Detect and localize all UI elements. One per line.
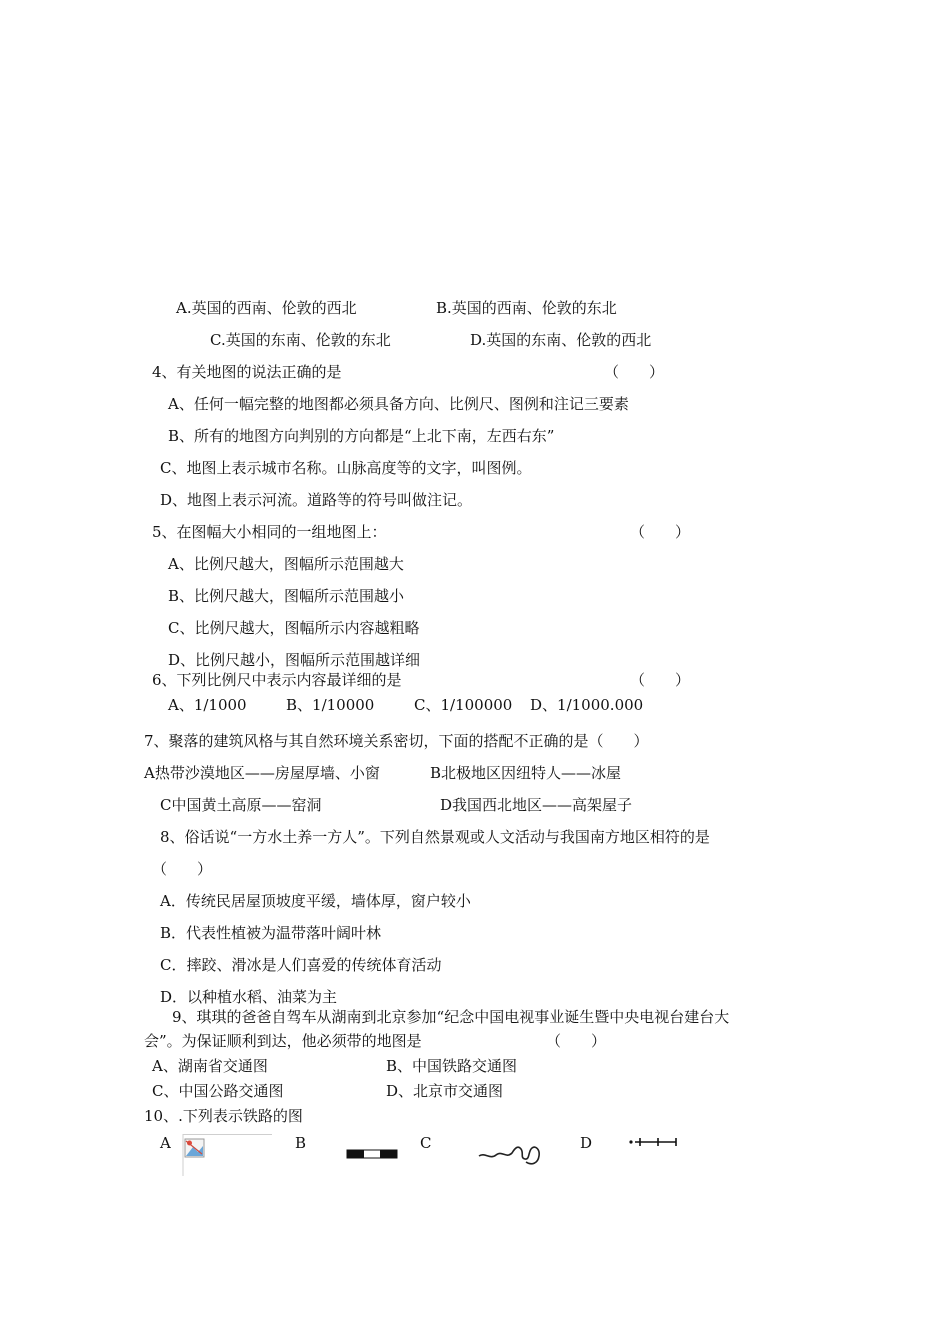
q7-option-a: A热带沙漠地区——房屋厚墙、小窗: [144, 764, 380, 782]
q5-answer-paren: （ ）: [630, 523, 691, 541]
q5-option-a: A、比例尺越大，图幅所示范围越大: [168, 555, 404, 573]
q6-option-b: B、1/10000: [286, 696, 375, 714]
q10-label-d: D: [580, 1134, 593, 1152]
q9-stem-line1: 9、琪琪的爸爸自驾车从湖南到北京参加“纪念中国电视事业诞生暨中央电视台建台大: [172, 1008, 730, 1026]
q8-answer-paren: （ ）: [152, 860, 213, 878]
q9-stem-line2: 会”。为保证顺利到达，他必须带的地图是: [144, 1032, 422, 1050]
q8-option-a: A．传统民居屋顶坡度平缓，墙体厚，窗户较小: [160, 892, 471, 910]
q9-option-b: B、中国铁路交通图: [386, 1057, 518, 1075]
q9-answer-paren: （ ）: [546, 1032, 607, 1050]
q4-option-b: B、所有的地图方向判别的方向都是“上北下南，左西右东”: [168, 427, 555, 445]
q9-option-c: C、中国公路交通图: [152, 1082, 284, 1100]
q5-option-d: D、比例尺越小，图幅所示范围越详细: [168, 651, 421, 669]
q4-option-c: C、地图上表示城市名称。山脉高度等的文字，叫图例。: [160, 459, 532, 477]
river-symbol-icon: [478, 1140, 544, 1170]
q9-option-d: D、北京市交通图: [386, 1082, 504, 1100]
q4-option-d: D、地图上表示河流。道路等的符号叫做注记。: [160, 491, 473, 509]
q7-option-d: D我国西北地区——高架屋子: [440, 796, 633, 814]
q4-option-a: A、任何一幅完整的地图都必须具备方向、比例尺、图例和注记三要素: [168, 395, 629, 413]
q6-answer-paren: （ ）: [630, 671, 691, 689]
q8-option-c: C．摔跤、滑冰是人们喜爱的传统体育活动: [160, 956, 442, 974]
q8-stem: 8、俗话说“一方水土养一方人”。下列自然景观或人文活动与我国南方地区相符的是: [160, 828, 710, 846]
q5-stem: 5、在图幅大小相同的一组地图上：: [152, 523, 387, 541]
q6-option-a: A、1/1000: [168, 696, 247, 714]
q3-option-d: D.英国的东南、伦敦的西北: [470, 331, 652, 349]
q9-option-a: A、湖南省交通图: [152, 1057, 268, 1075]
q10-label-c: C: [420, 1134, 432, 1152]
q8-option-d: D．以种植水稻、油菜为主: [160, 988, 338, 1006]
q10-label-b: B: [295, 1134, 307, 1152]
q8-option-b: B．代表性植被为温带落叶阔叶林: [160, 924, 382, 942]
q7-option-c: C中国黄土高原——窑洞: [160, 796, 322, 814]
q3-option-a: A.英国的西南、伦敦的西北: [176, 299, 357, 317]
q6-stem: 6、下列比例尺中表示内容最详细的是: [152, 671, 402, 689]
q7-option-b: B北极地区因纽特人——冰屋: [430, 764, 622, 782]
q5-option-b: B、比例尺越大，图幅所示范围越小: [168, 587, 405, 605]
boundary-symbol-icon: [628, 1136, 678, 1148]
q3-option-b: B.英国的西南、伦敦的东北: [436, 299, 617, 317]
q4-answer-paren: （ ）: [604, 363, 665, 381]
q10-label-a: A: [160, 1134, 171, 1152]
q5-option-c: C、比例尺越大，图幅所示内容越粗略: [168, 619, 420, 637]
broken-image-icon: [180, 1134, 274, 1176]
q7-stem: 7、聚落的建筑风格与其自然环境关系密切，下面的搭配不正确的是（ ）: [144, 732, 649, 750]
q10-stem: 10、.下列表示铁路的图: [144, 1107, 303, 1125]
q6-option-d: D、1/1000.000: [530, 696, 644, 714]
q3-option-c: C.英国的东南、伦敦的东北: [210, 331, 391, 349]
q6-option-c: C、1/100000: [414, 696, 513, 714]
railway-symbol-icon: [346, 1148, 398, 1160]
q4-stem: 4、有关地图的说法正确的是: [152, 363, 342, 381]
